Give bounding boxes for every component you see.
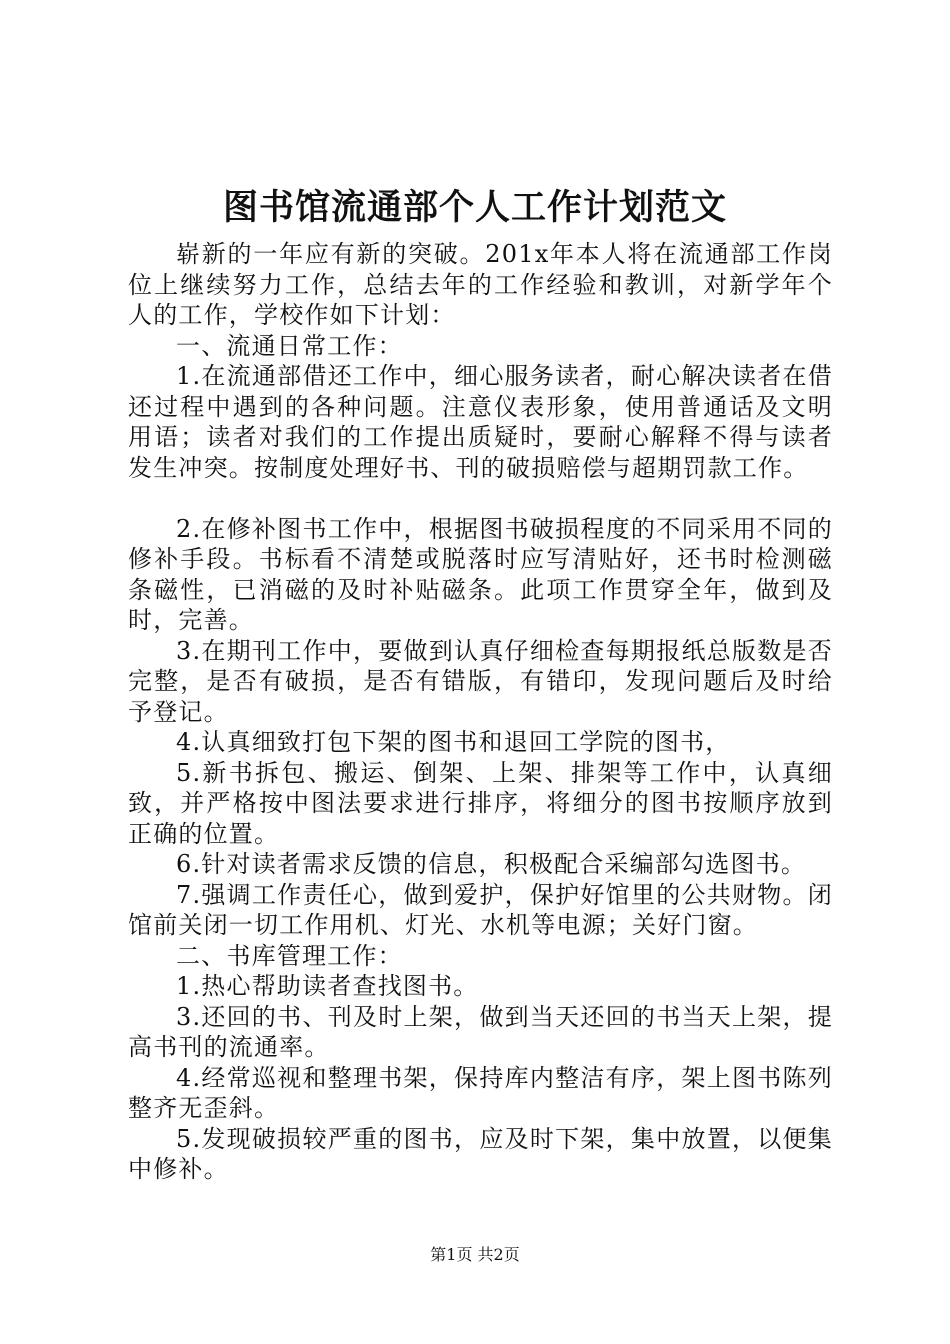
paragraph-item: 1.热心帮助读者查找图书。 — [176, 972, 479, 1000]
paragraph-item: 6.针对读者需求反馈的信息，积极配合采编部勾选图书。 — [176, 850, 807, 878]
paragraph-intro: 崭新的一年应有新的突破。201x年本人将在流通部工作岗位上继续努力工作，总结去年的工作经验和教训，对新学年个人的工作，学校作如下计划： — [128, 240, 833, 329]
paragraph-item: 5.新书拆包、搬运、倒架、上架、排架等工作中，认真细致，并严格按中图法要求进行排序，将细分的图书按顺序放到正确的位置。 — [128, 758, 833, 848]
document-body — [128, 239, 833, 1185]
page-footer: 第1页 共2页 — [430, 1245, 520, 1264]
paragraph-item: 7.强调工作责任心，做到爱护，保护好馆里的公共财物。闭馆前关闭一切工作用机、灯光、水机等电源；关好门窗。 — [128, 880, 833, 939]
document-title: 图书馆流通部个人工作计划范文 — [222, 187, 727, 228]
paragraph-item: 2.在修补图书工作中，根据图书破损程度的不同采用不同的修补手段。书标看不清楚或脱落时应写清贴好，还书时检测磁条磁性，已消磁的及时补贴磁条。此项工作贯穿全年，做到及时，完善。 — [128, 514, 833, 634]
paragraph-item: 5.发现破损较严重的图书，应及时下架，集中放置，以便集中修补。 — [128, 1124, 833, 1183]
paragraph-item: 4.认真细致打包下架的图书和退回工学院的图书， — [176, 728, 731, 756]
section-heading-circulation: 一、流通日常工作： — [176, 331, 403, 360]
paragraph-item: 4.经常巡视和整理书架，保持库内整洁有序，架上图书陈列整齐无歪斜。 — [128, 1063, 833, 1122]
paragraph-item: 1.在流通部借还工作中，细心服务读者，耐心解决读者在借还过程中遇到的各种问题。注意仪表形象，使用普通话及文明用语；读者对我们的工作提出质疑时，要耐心解释不得与读者发生冲突。按制度处理好书、刊的破损赔偿与超期罚款工作。 — [128, 362, 833, 482]
paragraph-item: 3.在期刊工作中，要做到认真仔细检查每期报纸总版数是否完整，是否有破损，是否有错版，有错印，发现问题后及时给予登记。 — [128, 636, 833, 726]
paragraph-item: 3.还回的书、刊及时上架，做到当天还回的书当天上架，提高书刊的流通率。 — [128, 1002, 833, 1061]
section-heading-stacks: 二、书库管理工作： — [176, 941, 403, 970]
